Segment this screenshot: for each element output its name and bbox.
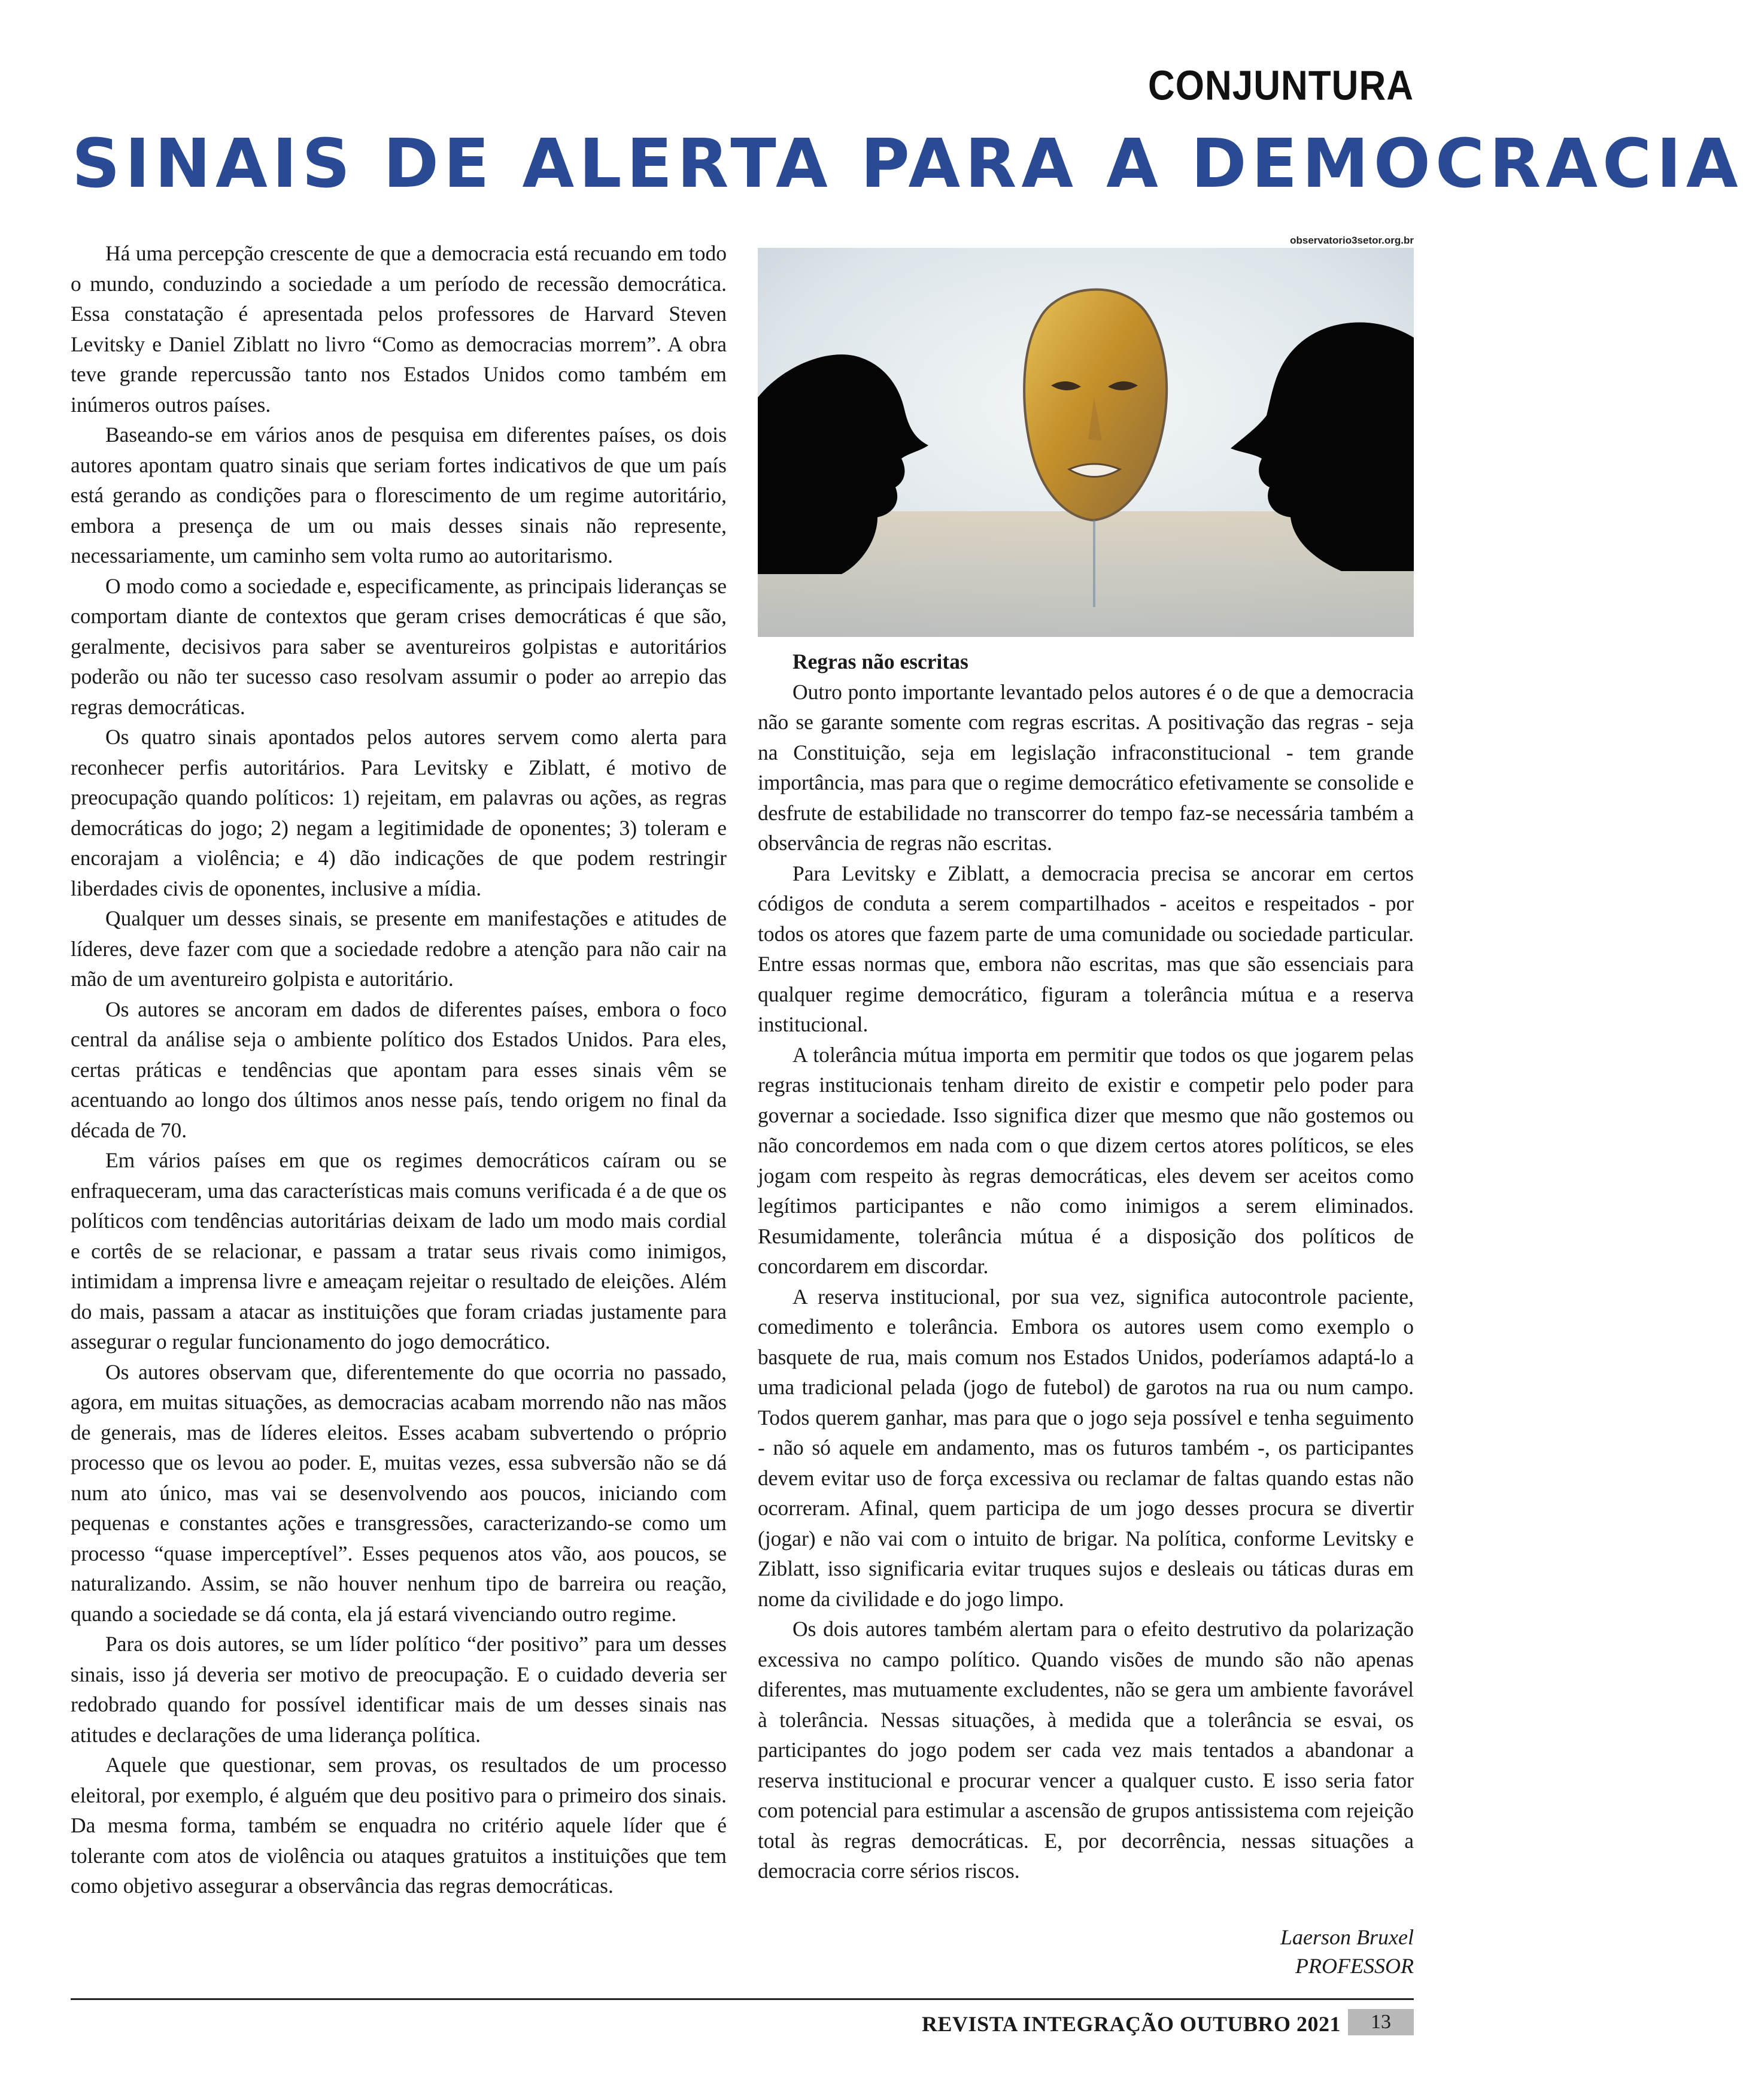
right-column — [758, 647, 1414, 1886]
paragraph: O modo como a sociedade e, especificamente, as principais lideranças se comportam diante de contextos que geram crises democráticas é que são, geralmente, decisivos para saber se aventureiros golpistas e autoritários poderão ou não ter sucesso caso resolvam assumir o poder ao arrepio das regras democráticas. — [71, 573, 727, 719]
paragraph: Os dois autores também alertam para o efeito destrutivo da polarização excessiva no campo político. Quando visões de mundo são não apenas diferentes, mas mutuamente excludentes, não se gera um ambiente favorável à tolerância. Nessas situações, à medida que a tolerância se esvai, os participantes do jogo podem ser cada vez mais tentados a abandonar a reserva institucional e procurar vencer a qualquer custo. E isso seria fator com potencial para estimular a ascensão de grupos antissistema com rejeição total às regras democráticas. E, por decorrência, nessas situações a democracia corre sérios riscos. — [758, 1617, 1414, 1883]
paragraph: Para os dois autores, se um líder político “der positivo” para um desses sinais, isso já deveria ser motivo de preocupação. E o cuidado deveria ser redobrado quando for possível identificar mais de um desses sinais nas atitudes e declarações de uma liderança política. — [71, 1632, 727, 1747]
author-role: PROFESSOR — [1295, 1954, 1414, 1978]
paragraph: Os autores se ancoram em dados de diferentes países, embora o foco central da análise seja o ambiente político dos Estados Unidos. Para eles, certas práticas e tendências que apontam para esses sinais vêm se acentuando ao longo dos últimos anos nesse país, tendo origem no final da década de 70. — [71, 997, 727, 1142]
photo-credit: observatorio3setor.org.br — [1290, 235, 1414, 246]
author-name: Laerson Bruxel — [1280, 1925, 1414, 1949]
footer-publication: REVISTA INTEGRAÇÃO OUTUBRO 2021 — [922, 2012, 1341, 2036]
article-photo — [758, 248, 1414, 637]
author-signature — [1280, 1923, 1414, 1980]
article-title: SINAIS DE ALERTA PARA A DEMOCRACIA — [72, 125, 1743, 203]
paragraph: Os autores observam que, diferentemente do que ocorria no passado, agora, em muitas situações, as democracias acabam morrendo não nas mãos de generais, mas de líderes eleitos. Esses acabam subvertendo o próprio processo que os levou ao poder. E, muitas vezes, essa subversão não se dá num ato único, mas vai se desenvolvendo aos poucos, iniciando com pequenas e constantes ações e transgressões, caracterizando-se como um processo “quase imperceptível”. Esses pequenos atos vão, aos poucos, se naturalizando. Assim, se não houver nenhum tipo de barreira ou reação, quando a sociedade se dá conta, ela já estará vivenciando outro regime. — [71, 1359, 727, 1626]
paragraph: Em vários países em que os regimes democráticos caíram ou se enfraqueceram, uma das características mais comuns verificada é a de que os políticos com tendências autoritárias deixam de lado um modo mais cordial e cortês de se relacionar, e passam a tratar seus rivais como inimigos, intimidam a imprensa livre e ameaçam rejeitar o resultado de eleições. Além do mais, passam a atacar as instituições que foram criadas justamente para assegurar o regular funcionamento do jogo democrático. — [71, 1148, 727, 1354]
section-label: CONJUNTURA — [1148, 62, 1414, 110]
paragraph: Há uma percepção crescente de que a democracia está recuando em todo o mundo, conduzindo a sociedade a um período de recessão democrática. Essa constatação é apresentada pelos professores de Harvard Steven Levitsky e Daniel Ziblatt no livro “Como as democracias morrem”. A obra teve grande repercussão tanto nos Estados Unidos como também em inúmeros outros países. — [71, 241, 727, 417]
subheading: Regras não escritas — [792, 650, 968, 673]
paragraph: A reserva institucional, por sua vez, significa autocontrole paciente, comedimento e tolerância. Embora os autores usem como exemplo o basquete de rua, mais comum nos Estados Unidos, poderíamos adaptá-lo a uma tradicional pelada (jogo de futebol) de garotos na rua ou num campo. Todos querem ganhar, mas para que o jogo seja possível e tenha seguimento - não só aquele em andamento, mas os futuros também -, os participantes devem evitar uso de força excessiva ou reclamar de faltas quando estas não ocorreram. Afinal, quem participa de um jogo desses procura se divertir (jogar) e não vai com o intuito de brigar. Na política, conforme Levitsky e Ziblatt, isso significaria evitar truques sujos e desleais ou táticas duras em nome da civilidade e do jogo limpo. — [758, 1284, 1414, 1611]
paragraph: Para Levitsky e Ziblatt, a democracia precisa se ancorar em certos códigos de conduta a serem compartilhados - aceitos e respeitados - por todos os atores que fazem parte de uma comunidade ou sociedade particular. Entre essas normas que, embora não escritas, mas que são essenciais para qualquer regime democrático, figuram a tolerância mútua e a reserva institucional. — [758, 861, 1414, 1036]
paragraph: Outro ponto importante levantado pelos autores é o de que a democracia não se garante somente com regras escritas. A positivação das regras - seja na Constituição, seja em legislação infraconstitucional - tem grande importância, mas para que o regime democrático efetivamente se consolide e desfrute de estabilidade no transcorrer do tempo faz-se necessária também a observância de regras não escritas. — [758, 679, 1414, 855]
mask-illustration-icon — [758, 248, 1414, 637]
left-column — [71, 238, 727, 1901]
paragraph: Aquele que questionar, sem provas, os resultados de um processo eleitoral, por exemplo, é alguém que deu positivo para o primeiro dos sinais. Da mesma forma, também se enquadra no critério aquele líder que é tolerante com atos de violência ou ataques gratuitos a instituições que tem como objetivo assegurar a observância das regras democráticas. — [71, 1753, 727, 1898]
paragraph: A tolerância mútua importa em permitir que todos os que jogarem pelas regras institucionais tenham direito de existir e competir pelo poder para governar a sociedade. Isso significa dizer que mesmo que não gostemos ou não concordemos em nada com o que dizem certos atores políticos, se eles jogam com respeito às regras democráticas, eles devem ser aceitos como legítimos participantes e não como inimigos a serem eliminados. Resumidamente, tolerância mútua é a disposição dos políticos de concordarem em discordar. — [758, 1042, 1414, 1278]
paragraph: Qualquer um desses sinais, se presente em manifestações e atitudes de líderes, deve fazer com que a sociedade redobre a atenção para não cair na mão de um aventureiro golpista e autoritário. — [71, 906, 727, 991]
page-number: 13 — [1348, 2009, 1414, 2035]
paragraph: Baseando-se em vários anos de pesquisa em diferentes países, os dois autores apontam quatro sinais que seriam fortes indicativos de que um país está gerando as condições para o florescimento de um regime autoritário, embora a presença de um ou mais desses sinais não represente, necessariamente, um caminho sem volta rumo ao autoritarismo. — [71, 423, 727, 568]
footer-divider — [71, 1998, 1414, 2000]
paragraph: Os quatro sinais apontados pelos autores servem como alerta para reconhecer perfis autoritários. Para Levitsky e Ziblatt, é motivo de preocupação quando políticos: 1) rejeitam, em palavras ou ações, as regras democráticas do jogo; 2) negam a legitimidade de oponentes; 3) toleram e encorajam a violência; e 4) dão indicações de que podem restringir liberdades civis de oponentes, inclusive a mídia. — [71, 725, 727, 900]
